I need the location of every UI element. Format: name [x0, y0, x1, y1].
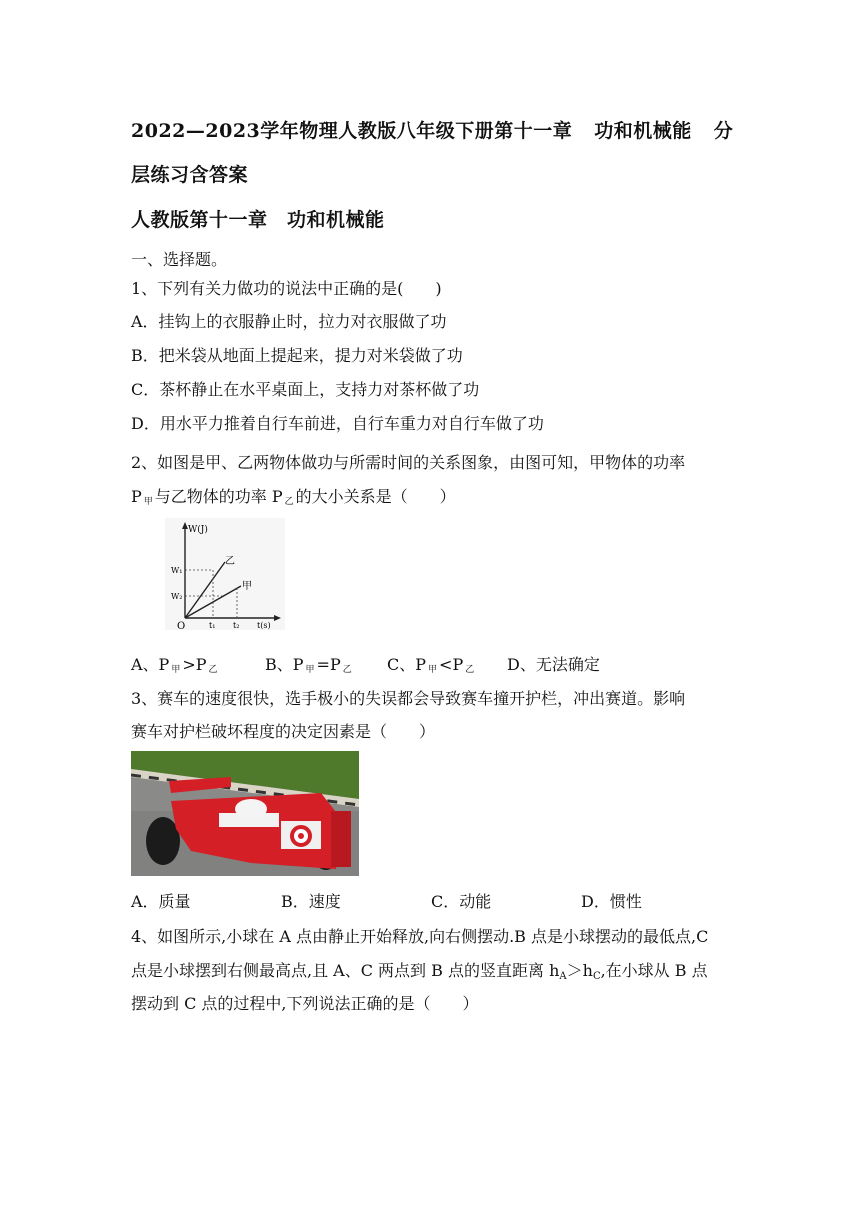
car-front-wheel — [146, 817, 180, 865]
q4-line1: 4、如图所示,小球在 A 点由静止开始释放,向右侧摆动.B 点是小球摆动的最低点,C — [131, 927, 709, 946]
graph-xtick-t1: t₁ — [209, 621, 216, 630]
graph-label-jia: 甲 — [242, 581, 252, 592]
q2-sub-yi: 乙 — [284, 497, 294, 507]
q3-stem-line1: 3、赛车的速度很快，选手极小的失误都会导致赛车撞开护栏，冲出赛道。影响 — [131, 689, 686, 708]
title-part-b: 功和机械能 — [594, 120, 692, 142]
document-title-line2: 层练习含答案 — [131, 164, 249, 186]
graph-ytick-w1: W₁ — [171, 566, 183, 575]
title-part-c: 分 — [713, 120, 734, 142]
q2-stem-line2 — [131, 484, 456, 507]
graph-origin: O — [177, 621, 186, 630]
graph-ylabel: W(J) — [188, 525, 208, 535]
car-helmet — [235, 799, 267, 819]
q4-line3: 摆动到 C 点的过程中,下列说法正确的是（ ） — [131, 994, 479, 1013]
graph-ytick-w2: W₂ — [171, 592, 183, 601]
q3-option-a: A．质量 — [131, 892, 191, 911]
race-car-photo — [131, 751, 359, 876]
work-time-graph — [165, 518, 285, 630]
q2-options — [131, 652, 600, 675]
q4-sub-c: C — [592, 971, 601, 982]
q1-option-d: D．用水平力推着自行车前进，自行车重力对自行车做了功 — [131, 414, 544, 433]
q1-option-b: B．把米袋从地面上提起来，提力对米袋做了功 — [131, 346, 463, 365]
q2-option-b: B、P $_甲$ =P $_乙$ — [265, 655, 352, 675]
title-part-a: 2022—2023学年物理人教版八年级下册第十一章 — [131, 120, 573, 142]
q3-option-c: C．动能 — [431, 892, 492, 911]
q1-stem: 1、下列有关力做功的说法中正确的是( ) — [131, 279, 442, 298]
q3-options — [131, 889, 642, 912]
q3-option-d: D．惯性 — [581, 892, 642, 911]
q2-stem-mid: 与乙物体的功率 P — [154, 487, 283, 506]
q4-line2: 点是小球摆到右侧最高点,且 A、C 两点到 B 点的竖直距离 hA＞hC,在小球从 B 点 — [131, 961, 708, 982]
q3-option-b: B．速度 — [281, 892, 341, 911]
q4-sub-a: A — [559, 971, 567, 982]
q2-stem-line1: 2、如图是甲、乙两物体做功与所需时间的关系图象，由图可知，甲物体的功率 — [131, 453, 686, 472]
q2-stem-end: 的大小关系是（ ） — [295, 487, 456, 506]
graph-label-yi: 乙 — [225, 556, 235, 567]
q1-option-c: C．茶杯静止在水平桌面上，支持力对茶杯做了功 — [131, 380, 480, 399]
q1-option-a: A．挂钩上的衣服静止时，拉力对衣服做了功 — [131, 312, 447, 331]
q2-sub-jia: 甲 — [143, 497, 153, 507]
graph-xtick-t2: t₂ — [233, 621, 240, 630]
q2-option-c: C、P $_甲$ <P $_乙$ — [387, 655, 475, 675]
document-title-line1 — [131, 116, 734, 143]
q2-option-a: A、P $_甲$ >P $_乙$ — [131, 655, 218, 675]
q2-option-d: D、无法确定 — [507, 655, 600, 674]
chapter-heading: 人教版第十一章 功和机械能 — [131, 209, 385, 231]
graph-xlabel: t(s) — [257, 621, 271, 630]
q2-p-symbol: P — [131, 487, 142, 506]
q3-stem-line2: 赛车对护栏破坏程度的决定因素是（ ） — [131, 722, 436, 741]
section-label: 一、选择题。 — [131, 250, 228, 269]
